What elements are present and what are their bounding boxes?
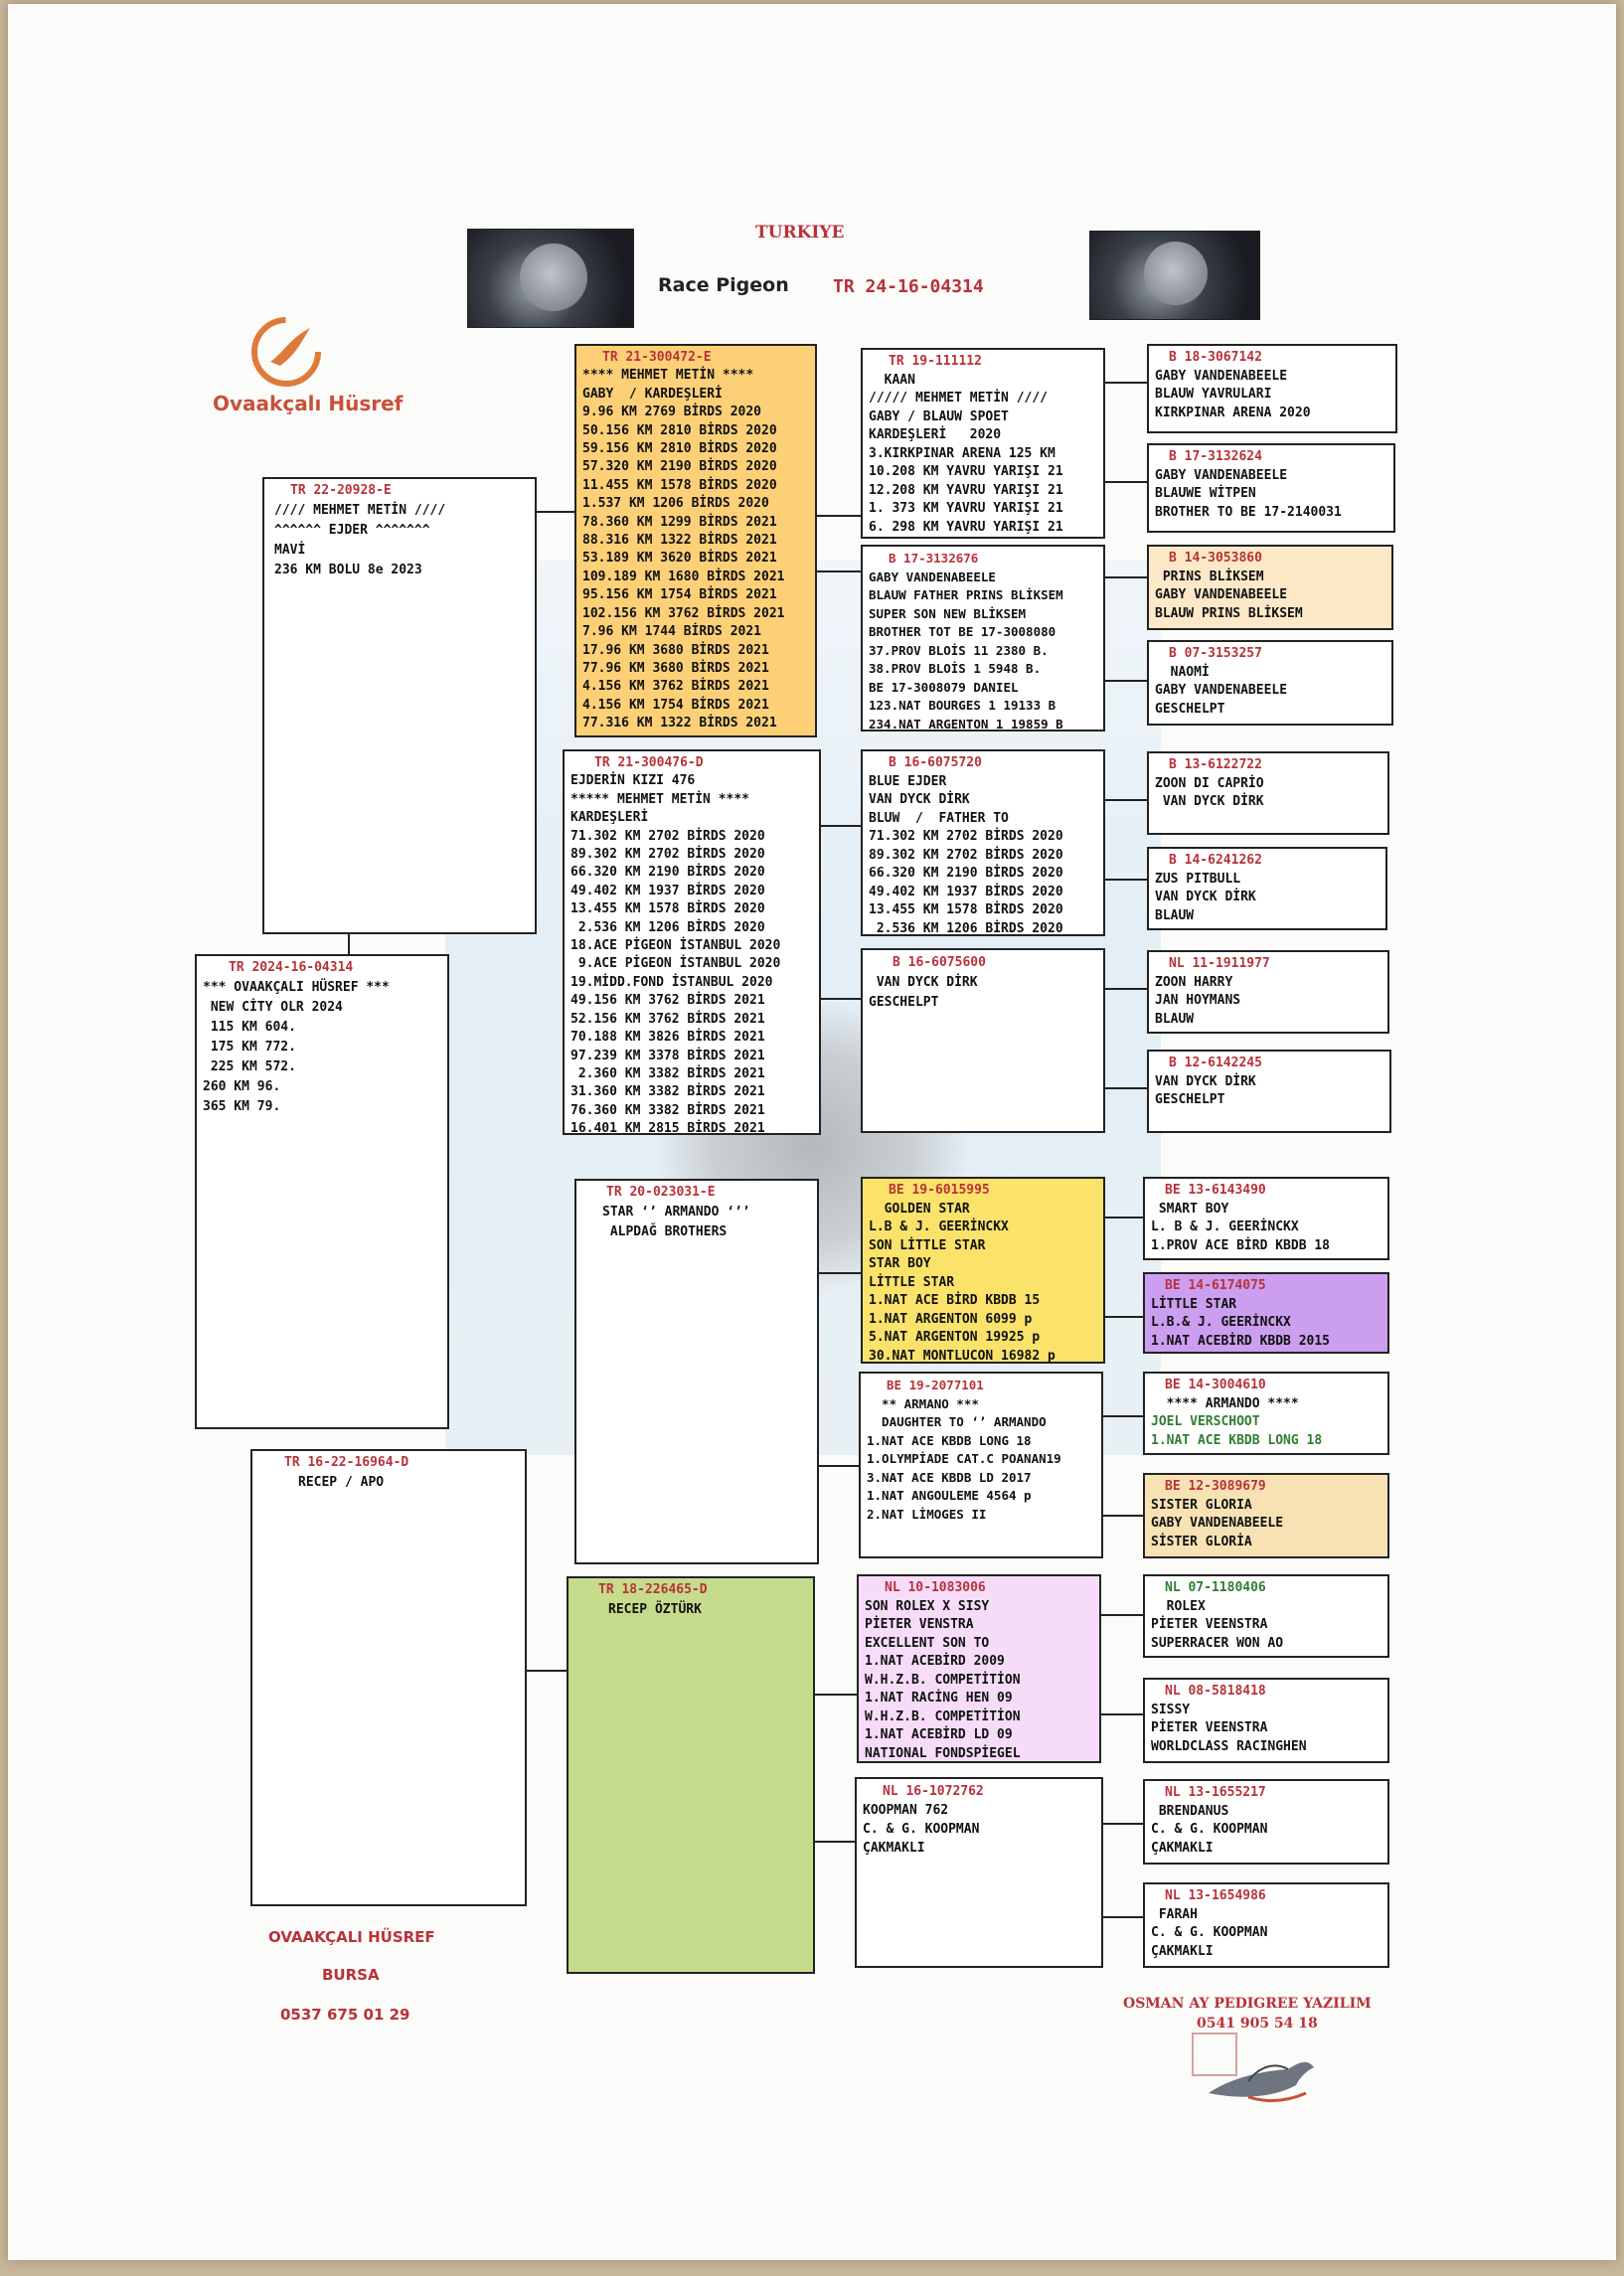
g3-card-5: BE 19-6015995 GOLDEN STAR L.B & J. GEERİNCKX SON LİTTLE STAR STAR BOY LİTTLE STAR 1.NAT ACE BİRD KBDB 15 1.NAT ARGENTON 6099 p 5.NAT ARGENTON 19925 p 30.NAT MONTLUCON 16982 p — [861, 1177, 1105, 1364]
dam-dam-details: RECEP ÖZTÜRK — [608, 1601, 702, 1617]
g3-card-8: NL 16-1072762 KOOPMAN 762 C. & G. KOOPMAN ÇAKMAKLI — [855, 1777, 1103, 1968]
g3-card-6: BE 19-2077101 ** ARMANO *** DAUGHTER TO ‘’ ARMANDO 1.NAT ACE KBDB LONG 18 1.OLYMPİADE CAT.C POANAN19 3.NAT ACE KBDB LD 2017 1.NAT ANGOULEME 4564 p 2.NAT LİMOGES II — [859, 1372, 1103, 1558]
g4-card-12: BE 12-3089679 SISTER GLORIA GABY VANDENABEELE SİSTER GLORİA — [1143, 1473, 1389, 1558]
g4-card-16: NL 13-1654986 FARAH C. & G. KOOPMAN ÇAKMAKLI — [1143, 1882, 1389, 1968]
g4-card-2: B 17-3132624 GABY VANDENABEELE BLAUWE WİTPEN BROTHER TO BE 17-2140031 — [1147, 443, 1395, 533]
sire-dam-details: EJDERİN KIZI 476 ***** MEHMET METİN **** KARDEŞLERİ 71.302 KM 2702 BİRDS 2020 89.302 KM 2702 BİRDS 2020 66.320 KM 2190 BİRDS 2020 49.402 KM 1937 BİRDS 2020 13.455 KM 1578 BİRDS 2020 2.536 KM 1206 BİRDS 2020 18.ACE PİGEON İSTANBUL 2020 9.ACE PİGEON İSTANBUL 2020 19.MİDD.FOND İSTANBUL 2020 49.156 KM 3762 BİRDS 2021 52.156 KM 3762 BİRDS 2021 70.188 KM 3826 BİRDS 2021 97.239 KM 3378 BİRDS 2021 2.360 KM 3382 BİRDS 2021 31.360 KM 3382 BİRDS 2021 76.360 KM 3382 BİRDS 2021 16.401 KM 2815 BİRDS 2021 — [570, 773, 781, 1135]
dam-sire-card — [574, 1179, 819, 1564]
owner-name: OVAAKÇALI HÜSREF — [268, 1928, 435, 1946]
sire-card — [262, 477, 537, 934]
g4-card-13: NL 07-1180406 ROLEX PİETER VEENSTRA SUPERRACER WON AO — [1143, 1574, 1389, 1658]
g4-card-1: B 18-3067142 GABY VANDENABEELE BLAUW YAVRULARI KIRKPINAR ARENA 2020 — [1147, 344, 1397, 433]
owner-city: BURSA — [322, 1966, 380, 1984]
g4-card-10: BE 14-6174075 LİTTLE STAR L.B.& J. GEERİNCKX 1.NAT ACEBİRD KBDB 2015 — [1143, 1272, 1389, 1354]
country-title: TURKIYE — [755, 223, 845, 243]
sire-sire-card — [574, 344, 817, 737]
paper — [8, 4, 1616, 2260]
header-image-right — [1089, 231, 1260, 320]
header-ring: TR 24-16-04314 — [833, 276, 984, 297]
dam-dam-card — [567, 1576, 815, 1974]
subject-card — [195, 954, 449, 1429]
dam-card — [250, 1449, 527, 1906]
sire-ring: TR 22-20928-E — [290, 483, 392, 498]
g4-card-7: NL 11-1911977 ZOON HARRY JAN HOYMANS BLAUW — [1147, 950, 1389, 1034]
header-image-left — [467, 229, 634, 328]
g4-card-15: NL 13-1655217 BRENDANUS C. & G. KOOPMAN ÇAKMAKLI — [1143, 1779, 1389, 1865]
g3-card-3: B 16-6075720 BLUE EJDER VAN DYCK DİRK BLUW / FATHER TO 71.302 KM 2702 BİRDS 2020 89.302 KM 2702 BİRDS 2020 66.320 KM 2190 BİRDS 2020 49.402 KM 1937 BİRDS 2020 13.455 KM 1578 BİRDS 2020 2.536 KM 1206 BİRDS 2020 — [861, 749, 1105, 936]
dam-details: RECEP / APO — [298, 1474, 385, 1490]
g4-card-8: B 12-6142245 VAN DYCK DİRK GESCHELPT — [1147, 1050, 1391, 1133]
race-pigeon-label: Race Pigeon — [658, 274, 789, 296]
g3-card-7: NL 10-1083006 SON ROLEX X SISY PİETER VENSTRA EXCELLENT SON TO 1.NAT ACEBİRD 2009 W.H.Z.B. COMPETİTİON 1.NAT RACİNG HEN 09 W.H.Z.B. COMPETİTİON 1.NAT ACEBİRD LD 09 NATIONAL FONDSPİEGEL — [857, 1574, 1101, 1763]
dam-dam-ring: TR 18-226465-D — [598, 1582, 708, 1597]
logo-brand: Ovaakçalı Hüsref — [213, 392, 404, 415]
g4-card-3: B 14-3053860 PRINS BLİKSEM GABY VANDENABEELE BLAUW PRINS BLİKSEM — [1147, 545, 1393, 630]
owner-phone: 0537 675 01 29 — [280, 2006, 410, 2024]
g4-card-11: BE 14-3004610 **** ARMANDO **** JOEL VERSCHOOT 1.NAT ACE KBDB LONG 18 — [1143, 1372, 1389, 1455]
sire-sire-ring: TR 21-300472-E — [602, 350, 712, 365]
dam-sire-details: STAR ‘’ ARMANDO ‘’’ ALPDAĞ BROTHERS — [602, 1204, 750, 1239]
g4-card-5: B 13-6122722 ZOON DI CAPRİO VAN DYCK DİRK — [1147, 751, 1389, 835]
sire-sire-details: **** MEHMET METİN **** GABY / KARDEŞLERİ 9.96 KM 2769 BİRDS 2020 50.156 KM 2810 BİRDS 2020 59.156 KM 2810 BİRDS 2020 57.320 KM 2190 BİRDS 2020 11.455 KM 1578 BİRDS 2020 1.537 KM 1206 BİRDS 2020 78.360 KM 1299 BİRDS 2021 88.316 KM 1322 BİRDS 2021 53.189 KM 3620 BİRDS 2021 109.189 KM 1680 BİRDS 2021 95.156 KM 1754 BİRDS 2021 102.156 KM 3762 BİRDS 2021 7.96 KM 1744 BİRDS 2021 17.96 KM 3680 BİRDS 2021 77.96 KM 3680 BİRDS 2021 4.156 KM 3762 BİRDS 2021 4.156 KM 1754 BİRDS 2021 77.316 KM 1322 BİRDS 2021 — [582, 368, 785, 732]
software-phone: 0541 905 54 18 — [1197, 2016, 1318, 2032]
dam-ring: TR 16-22-16964-D — [284, 1455, 409, 1470]
pigeon-icon — [1189, 2032, 1328, 2111]
g4-card-14: NL 08-5818418 SISSY PİETER VEENSTRA WORLDCLASS RACINGHEN — [1143, 1678, 1389, 1763]
subject-details: *** OVAAKÇALI HÜSREF *** NEW CİTY OLR 2024 115 KM 604. 175 KM 772. 225 KM 572. 260 KM 96. 365 KM 79. — [203, 979, 390, 1114]
sire-dam-card — [563, 749, 821, 1135]
g3-card-2: B 17-3132676 GABY VANDENABEELE BLAUW FATHER PRINS BLİKSEM SUPER SON NEW BLİKSEM BROTHER TOT BE 17-3008080 37.PROV BLOİS 11 2380 B. 38.PROV BLOİS 1 5948 B. BE 17-3008079 DANIEL 123.NAT BOURGES 1 19133 B 234.NAT ARGENTON 1 19859 B — [861, 545, 1105, 732]
sire-details: //// MEHMET METİN //// ^^^^^^ EJDER ^^^^^^^ MAVİ 236 KM BOLU 8e 2023 — [274, 502, 446, 577]
software-company: OSMAN AY PEDIGREE YAZILIM — [1123, 1996, 1372, 2012]
g3-card-1: TR 19-111112 KAAN ///// MEHMET METİN //// GABY / BLAUW SPOET KARDEŞLERİ 2020 3.KIRKPINAR ARENA 125 KM 10.208 KM YAVRU YARIŞI 21 12.208 KM YAVRU YARIŞI 21 1. 373 KM YAVRU YARIŞI 21 6. 298 KM YAVRU YARIŞI 21 — [861, 348, 1105, 539]
dam-sire-ring: TR 20-023031-E — [606, 1185, 716, 1200]
subject-ring: TR 2024-16-04314 — [229, 960, 354, 975]
g4-card-6: B 14-6241262 ZUS PITBULL VAN DYCK DİRK BLAUW — [1147, 847, 1387, 930]
g4-card-9: BE 13-6143490 SMART BOY L. B & J. GEERİNCKX 1.PROV ACE BİRD KBDB 18 — [1143, 1177, 1389, 1260]
bird-logo-icon — [250, 314, 332, 388]
sire-dam-ring: TR 21-300476-D — [594, 755, 704, 770]
g3-card-4: B 16-6075600 VAN DYCK DİRK GESCHELPT — [861, 948, 1105, 1133]
g4-card-4: B 07-3153257 NAOMİ GABY VANDENABEELE GESCHELPT — [1147, 640, 1393, 726]
